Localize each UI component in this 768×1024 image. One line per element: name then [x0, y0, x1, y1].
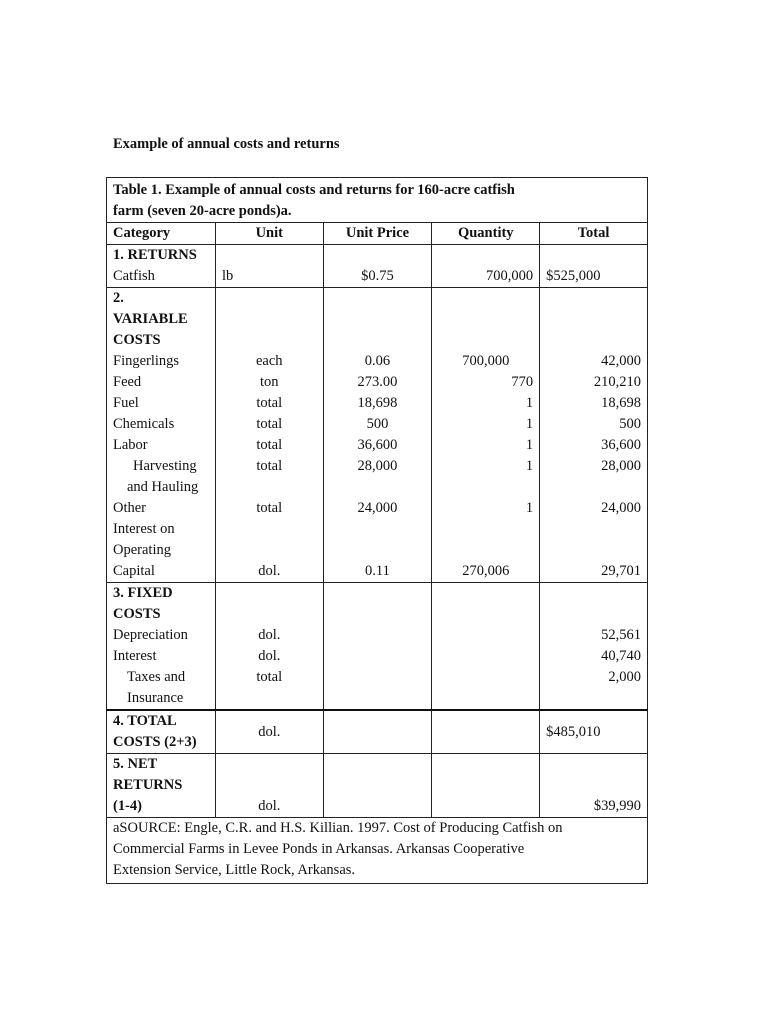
fingerlings-total: 42,000 — [601, 353, 641, 369]
fingerlings-qty: 700,000 — [462, 353, 510, 369]
labor-unit: total — [256, 437, 283, 453]
fingerlings-unit: each — [255, 353, 283, 369]
returns-section-label: 1. RETURNS — [113, 247, 197, 263]
other-price: 24,000 — [357, 500, 398, 516]
source-note — [107, 818, 648, 884]
table-header-row — [107, 223, 648, 245]
page-heading: Example of annual costs and returns — [113, 136, 340, 152]
fixed-total-cell — [540, 583, 648, 711]
header-total: Total — [540, 223, 648, 245]
source-line-2: Commercial Farms in Levee Ponds in Arkansas. Arkansas Cooperative — [113, 841, 525, 857]
fixed-interest-label: Interest — [113, 648, 157, 664]
net-returns-qty — [432, 754, 540, 818]
interest-price: 0.11 — [365, 563, 390, 579]
feed-unit: ton — [260, 374, 279, 390]
interest-label-2: Operating — [113, 542, 171, 558]
fingerlings-label: Fingerlings — [113, 353, 180, 369]
feed-price: 273.00 — [357, 374, 398, 390]
chemicals-price: 500 — [366, 416, 389, 432]
source-row — [107, 818, 648, 884]
net-returns-label-3: (1-4) — [113, 798, 142, 814]
catfish-unit: lb — [221, 268, 234, 284]
chemicals-qty: 1 — [525, 416, 534, 432]
source-line-1: aSOURCE: Engle, C.R. and H.S. Killian. 1997. Cost of Producing Catfish on — [113, 820, 563, 836]
other-unit: total — [256, 500, 283, 516]
harvesting-label-2: and Hauling — [127, 479, 199, 495]
returns-price-cell — [323, 245, 432, 288]
total-costs-unit: dol. — [215, 710, 323, 754]
other-total: 24,000 — [601, 500, 641, 516]
total-costs-price — [323, 710, 432, 754]
variable-section-label-2: VARIABLE — [113, 311, 188, 327]
fixed-costs-section — [107, 583, 648, 711]
interest-qty: 270,006 — [462, 563, 510, 579]
interest-label-3: Capital — [113, 563, 155, 579]
variable-section-label-3: COSTS — [113, 332, 161, 348]
returns-section — [107, 245, 648, 288]
other-label: Other — [113, 500, 147, 516]
variable-section-label-1: 2. — [113, 290, 124, 306]
net-returns-price — [323, 754, 432, 818]
net-returns-label-cell — [107, 754, 216, 818]
chemicals-unit: total — [256, 416, 283, 432]
fixed-qty-cell — [432, 583, 540, 711]
table-title-line-1: Table 1. Example of annual costs and returns for 160-acre catfish — [113, 182, 515, 198]
header-unit-price: Unit Price — [323, 223, 432, 245]
other-qty: 1 — [525, 500, 534, 516]
net-returns-label-1: 5. NET — [113, 756, 158, 772]
interest-unit: dol. — [258, 563, 281, 579]
chemicals-label: Chemicals — [113, 416, 175, 432]
source-line-3: Extension Service, Little Rock, Arkansas. — [113, 862, 356, 878]
net-returns-total-cell — [540, 754, 648, 818]
returns-unit-cell — [215, 245, 323, 288]
labor-price: 36,600 — [357, 437, 398, 453]
fixed-section-label-2: COSTS — [113, 606, 161, 622]
interest-total: 29,701 — [601, 563, 641, 579]
fuel-unit: total — [256, 395, 283, 411]
interest-label-1: Interest on — [113, 521, 175, 537]
fuel-price: 18,698 — [357, 395, 398, 411]
fuel-label: Fuel — [113, 395, 139, 411]
fixed-category-cell — [107, 583, 216, 711]
fixed-interest-unit: dol. — [258, 648, 281, 664]
fingerlings-price: 0.06 — [364, 353, 391, 369]
total-costs-label-2: COSTS (2+3) — [113, 734, 197, 750]
net-returns-row — [107, 754, 648, 818]
feed-qty: 770 — [511, 374, 534, 390]
returns-total-cell — [540, 245, 648, 288]
cost-returns-table — [106, 177, 648, 884]
catfish-price: $0.75 — [361, 268, 394, 284]
chemicals-total: 500 — [619, 416, 641, 432]
taxes-label-2: Insurance — [127, 690, 184, 706]
harvesting-price: 28,000 — [357, 458, 398, 474]
catfish-qty: 700,000 — [486, 268, 534, 284]
harvesting-qty: 1 — [525, 458, 534, 474]
fixed-section-label-1: 3. FIXED — [113, 585, 173, 601]
harvesting-label-1: Harvesting — [133, 458, 197, 474]
returns-category-cell — [107, 245, 216, 288]
table-title — [107, 178, 648, 223]
fixed-unit-cell — [215, 583, 323, 711]
labor-label: Labor — [113, 437, 148, 453]
fixed-interest-total: 40,740 — [601, 648, 641, 664]
taxes-label-1: Taxes and — [127, 669, 186, 685]
variable-unit-cell — [215, 288, 323, 583]
depreciation-label: Depreciation — [113, 627, 188, 643]
labor-qty: 1 — [525, 437, 534, 453]
variable-total-cell — [540, 288, 648, 583]
table-title-line-2: farm (seven 20-acre ponds)a. — [113, 203, 292, 219]
variable-qty-cell — [432, 288, 540, 583]
total-costs-row — [107, 710, 648, 754]
harvesting-total: 28,000 — [601, 458, 641, 474]
header-quantity: Quantity — [432, 223, 540, 245]
catfish-total: $525,000 — [546, 268, 601, 284]
variable-costs-section — [107, 288, 648, 583]
net-returns-unit-cell — [215, 754, 323, 818]
header-category: Category — [107, 223, 216, 245]
total-costs-total: $485,010 — [540, 710, 648, 754]
fixed-price-cell — [323, 583, 432, 711]
variable-price-cell — [323, 288, 432, 583]
total-costs-label-1: 4. TOTAL — [113, 713, 177, 729]
feed-label: Feed — [113, 374, 142, 390]
total-costs-label-cell — [107, 710, 216, 754]
depreciation-unit: dol. — [258, 627, 281, 643]
net-returns-total: $39,990 — [593, 798, 641, 814]
catfish-label: Catfish — [113, 268, 155, 284]
header-unit: Unit — [215, 223, 323, 245]
depreciation-total: 52,561 — [601, 627, 641, 643]
taxes-total: 2,000 — [608, 669, 641, 685]
taxes-unit: total — [256, 669, 283, 685]
net-returns-label-2: RETURNS — [113, 777, 183, 793]
total-costs-qty — [432, 710, 540, 754]
net-returns-unit: dol. — [258, 798, 281, 814]
variable-category-cell — [107, 288, 216, 583]
returns-qty-cell — [432, 245, 540, 288]
feed-total: 210,210 — [593, 374, 641, 390]
table-title-row — [107, 178, 648, 223]
harvesting-unit: total — [256, 458, 283, 474]
fuel-qty: 1 — [525, 395, 534, 411]
labor-total: 36,600 — [601, 437, 641, 453]
fuel-total: 18,698 — [601, 395, 641, 411]
